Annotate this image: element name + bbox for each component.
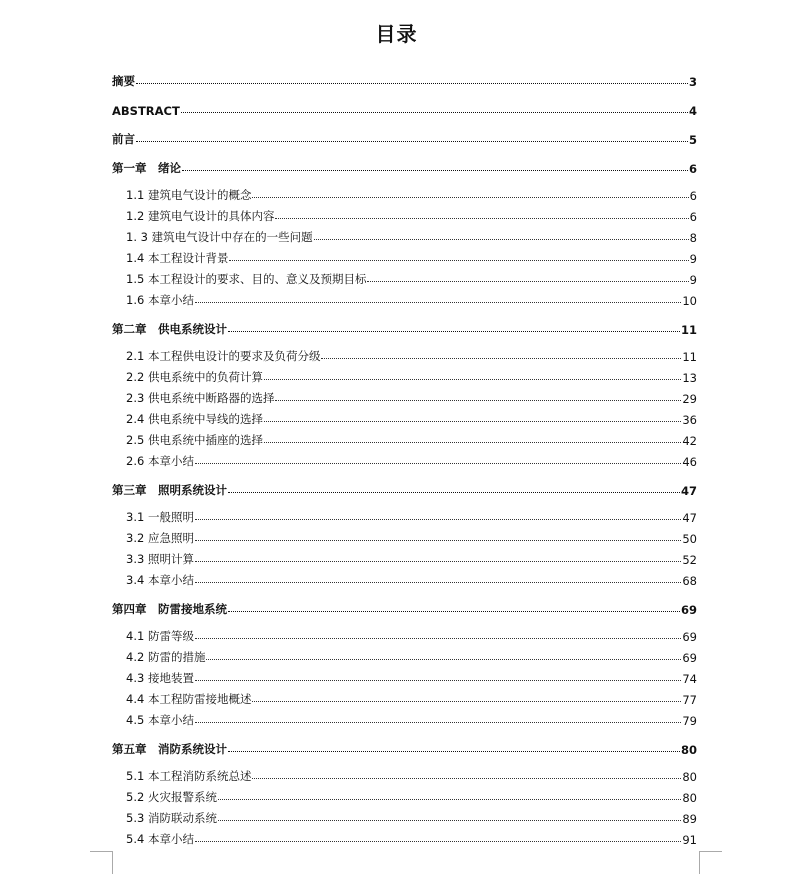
toc-entry-label: 4.4 本工程防雷接地概述 — [126, 692, 252, 706]
toc-dot-leader — [195, 560, 681, 562]
toc-dot-leader — [195, 637, 681, 639]
toc-entry-label: 5.4 本章小结 — [126, 832, 194, 846]
toc-entry-label: 第一章 绪论 — [112, 161, 181, 175]
toc-page-number: 52 — [682, 553, 697, 567]
toc-section-entry[interactable] — [112, 287, 697, 308]
toc-entry-label: 第四章 防雷接地系统 — [112, 602, 227, 616]
toc-dot-leader — [218, 819, 681, 821]
toc-page-number: 8 — [689, 231, 697, 245]
toc-chapter-entry[interactable] — [112, 147, 697, 176]
toc-section-entry[interactable] — [112, 504, 697, 525]
toc-dot-leader — [252, 196, 688, 198]
toc-page-number: 80 — [680, 743, 697, 757]
toc-dot-leader — [195, 840, 681, 842]
toc-page-number: 4 — [688, 104, 697, 118]
toc-page-number: 11 — [682, 350, 697, 364]
toc-section-entry[interactable] — [112, 448, 697, 469]
toc-page-number: 74 — [682, 672, 697, 686]
toc-section-entry[interactable] — [112, 665, 697, 686]
toc-entry-label: 5.1 本工程消防系统总述 — [126, 769, 252, 783]
toc-page-number: 29 — [682, 392, 697, 406]
toc-dot-leader — [264, 420, 681, 422]
toc-entry-label: 2.4 供电系统中导线的选择 — [126, 412, 263, 426]
toc-entry-label: 4.5 本章小结 — [126, 713, 194, 727]
toc-dot-leader — [206, 658, 681, 660]
toc-dot-leader — [252, 700, 681, 702]
toc-dot-leader — [275, 217, 688, 219]
page-corner-mark-right — [699, 851, 722, 874]
toc-page-number: 89 — [682, 812, 697, 826]
toc-section-entry[interactable] — [112, 525, 697, 546]
toc-page-number: 69 — [682, 630, 697, 644]
toc-dot-leader — [314, 238, 689, 240]
toc-entry-label: 2.3 供电系统中断路器的选择 — [126, 391, 275, 405]
toc-entry-label: 3.1 一般照明 — [126, 510, 194, 524]
toc-entry-label: 3.3 照明计算 — [126, 552, 194, 566]
toc-section-entry[interactable] — [112, 266, 697, 287]
toc-page-number: 6 — [688, 162, 697, 176]
toc-page-number: 68 — [682, 574, 697, 588]
toc-page-number: 46 — [682, 455, 697, 469]
toc-dot-leader — [195, 518, 681, 520]
toc-page-number: 11 — [680, 323, 697, 337]
toc-dot-leader — [275, 399, 681, 401]
toc-entry-label: 2.5 供电系统中插座的选择 — [126, 433, 263, 447]
toc-section-entry[interactable] — [112, 623, 697, 644]
toc-section-entry[interactable] — [112, 644, 697, 665]
toc-entry-label: 4.1 防雷等级 — [126, 629, 194, 643]
toc-page-number: 80 — [682, 791, 697, 805]
toc-section-entry[interactable] — [112, 546, 697, 567]
toc-page-number: 69 — [680, 603, 697, 617]
toc-section-entry[interactable] — [112, 203, 697, 224]
toc-entry-label: 1.4 本工程设计背景 — [126, 251, 229, 265]
toc-section-entry[interactable] — [112, 805, 697, 826]
toc-dot-leader — [136, 82, 688, 84]
toc-entry-label: 1.1 建筑电气设计的概念 — [126, 188, 252, 202]
toc-dot-leader — [195, 539, 681, 541]
toc-dot-leader — [229, 259, 688, 261]
toc-page-number: 80 — [682, 770, 697, 784]
toc-section-entry[interactable] — [112, 686, 697, 707]
toc-entry-label: 1. 3 建筑电气设计中存在的一些问题 — [126, 230, 313, 244]
toc-page-number: 77 — [682, 693, 697, 707]
toc-page-number: 3 — [688, 75, 697, 89]
toc-dot-leader — [195, 581, 681, 583]
toc-dot-leader — [218, 798, 681, 800]
toc-dot-leader — [195, 679, 681, 681]
toc-chapter-entry[interactable] — [112, 118, 697, 147]
toc-entry-label: 2.6 本章小结 — [126, 454, 194, 468]
table-of-contents — [112, 60, 697, 847]
toc-chapter-entry[interactable] — [112, 60, 697, 89]
toc-entry-label: 摘要 — [112, 74, 135, 88]
toc-chapter-entry[interactable] — [112, 469, 697, 498]
toc-page-number: 47 — [680, 484, 697, 498]
toc-entry-label: 3.2 应急照明 — [126, 531, 194, 545]
toc-entry-label: 2.2 供电系统中的负荷计算 — [126, 370, 263, 384]
toc-entry-label: 前言 — [112, 132, 135, 146]
toc-section-entry[interactable] — [112, 385, 697, 406]
page-corner-mark-left — [90, 851, 113, 874]
toc-entry-label: 第三章 照明系统设计 — [112, 483, 227, 497]
toc-entry-label: 4.2 防雷的措施 — [126, 650, 206, 664]
toc-entry-label: 5.2 火灾报警系统 — [126, 790, 217, 804]
toc-section-entry[interactable] — [112, 707, 697, 728]
toc-dot-leader — [136, 140, 688, 142]
toc-section-entry[interactable] — [112, 826, 697, 847]
toc-dot-leader — [228, 750, 680, 752]
toc-dot-leader — [264, 378, 681, 380]
toc-page-number: 42 — [682, 434, 697, 448]
toc-chapter-entry[interactable] — [112, 588, 697, 617]
toc-dot-leader — [195, 462, 681, 464]
toc-page-number: 6 — [689, 189, 697, 203]
toc-dot-leader — [321, 357, 681, 359]
toc-page-number: 9 — [689, 273, 697, 287]
toc-page-number: 9 — [689, 252, 697, 266]
toc-section-entry[interactable] — [112, 784, 697, 805]
toc-page-number: 91 — [682, 833, 697, 847]
toc-section-entry[interactable] — [112, 224, 697, 245]
toc-dot-leader — [195, 721, 681, 723]
toc-entry-label: ABSTRACT — [112, 104, 180, 118]
toc-dot-leader — [228, 610, 680, 612]
toc-section-entry[interactable] — [112, 245, 697, 266]
toc-dot-leader — [228, 491, 680, 493]
toc-entry-label: 1.2 建筑电气设计的具体内容 — [126, 209, 275, 223]
toc-page-number: 10 — [682, 294, 697, 308]
toc-chapter-entry[interactable] — [112, 308, 697, 337]
toc-section-entry[interactable] — [112, 182, 697, 203]
toc-page-number: 47 — [682, 511, 697, 525]
toc-dot-leader — [252, 777, 681, 779]
toc-page-number: 36 — [682, 413, 697, 427]
toc-page-number: 50 — [682, 532, 697, 546]
toc-page-number: 5 — [688, 133, 697, 147]
toc-entry-label: 第五章 消防系统设计 — [112, 742, 227, 756]
toc-section-entry[interactable] — [112, 343, 697, 364]
toc-entry-label: 3.4 本章小结 — [126, 573, 194, 587]
page-title: 目录 — [375, 22, 418, 46]
toc-page-number: 79 — [682, 714, 697, 728]
toc-entry-label: 2.1 本工程供电设计的要求及负荷分级 — [126, 349, 321, 363]
toc-dot-leader — [228, 330, 680, 332]
toc-page-number: 6 — [689, 210, 697, 224]
toc-section-entry[interactable] — [112, 567, 697, 588]
toc-entry-label: 1.5 本工程设计的要求、目的、意义及预期目标 — [126, 272, 367, 286]
toc-entry-label: 1.6 本章小结 — [126, 293, 194, 307]
toc-page-number: 69 — [682, 651, 697, 665]
toc-section-entry[interactable] — [112, 763, 697, 784]
toc-dot-leader — [367, 280, 688, 282]
toc-section-entry[interactable] — [112, 427, 697, 448]
toc-chapter-entry[interactable] — [112, 728, 697, 757]
toc-entry-label: 第二章 供电系统设计 — [112, 322, 227, 336]
toc-dot-leader — [182, 169, 688, 171]
toc-dot-leader — [181, 111, 688, 113]
toc-dot-leader — [264, 441, 681, 443]
toc-section-entry[interactable] — [112, 364, 697, 385]
toc-entry-label: 5.3 消防联动系统 — [126, 811, 217, 825]
toc-dot-leader — [195, 301, 681, 303]
toc-page-number: 13 — [682, 371, 697, 385]
toc-chapter-entry[interactable] — [112, 89, 697, 118]
toc-entry-label: 4.3 接地装置 — [126, 671, 194, 685]
toc-section-entry[interactable] — [112, 406, 697, 427]
